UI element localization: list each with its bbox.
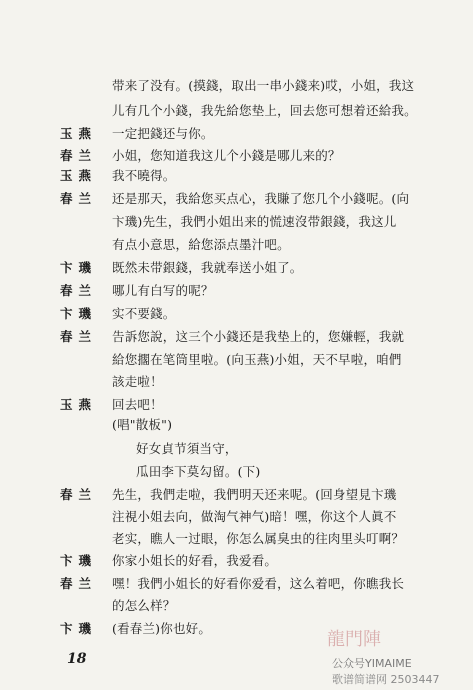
dialogue-line: 我不曉得。 [112,168,176,183]
dialogue-line: 該走啦！ [112,374,163,389]
speaker-name: 玉燕 [60,168,98,183]
page-number: 18 [67,651,87,667]
speaker-name: 卞璣 [60,621,98,636]
speaker-name: 卞璣 [60,306,98,321]
dialogue-line: 好女貞节須当守， [136,441,238,456]
speaker-name: 春兰 [60,576,98,591]
dialogue-line: 还是那天，我給您买点心，我賺了您几个小錢呢。(向 [112,191,410,206]
speaker-name: 春兰 [60,487,98,502]
speaker-name: 玉燕 [60,397,98,412]
watermark-logo: 龍門陣 [327,629,381,650]
speaker-name: 春兰 [60,329,98,344]
dialogue-line: 卞璣)先生，我們小姐出来的慌速沒带銀錢，我这儿 [112,214,397,229]
dialogue-line: 嘿！我們小姐长的好看你爱看，这么着吧，你瞧我长 [112,576,405,591]
speaker-name: 卞璣 [60,553,98,568]
dialogue-line: 給您擱在笔筒里啦。(向玉燕)小姐，天不早啦，咱們 [112,352,402,367]
dialogue-line: (看春兰)你也好。 [112,621,212,636]
dialogue-line: 你家小姐长的好看，我爱看。 [112,553,278,568]
watermark-line-2: 歌谱简谱网 2503447 [332,673,440,686]
dialogue-line: 既然未带銀錢，我就奉送小姐了。 [112,260,303,275]
dialogue-line: 一定把錢还与你。 [112,126,214,141]
dialogue-line: 的怎么样？ [112,598,176,613]
watermark-line-1: 公众号YIMAIME [332,657,412,670]
dialogue-line: 瓜田李下莫勾留。(下) [136,464,261,479]
speaker-name: 玉燕 [60,126,98,141]
dialogue-line: 小姐，您知道我这儿个小錢是哪儿来的？ [112,148,341,163]
dialogue-line: 注視小姐去向，做淘气神气)暗！嘿，你这个人眞不 [112,509,397,524]
dialogue-line: 回去吧！ [112,397,163,412]
dialogue-line: 儿有几个小錢，我先給您垫上，回去您可想着还給我。 [112,103,417,118]
dialogue-line: 带来了没有。(摸錢，取出一串小錢来)哎，小姐，我这 [112,78,415,93]
speaker-name: 春兰 [60,191,98,206]
dialogue-line: 有点小意思，給您添点墨汁吧。 [112,237,290,252]
dialogue-line: 告訴您說，这三个小錢还是我垫上的，您嫌輕，我就 [112,329,405,344]
dialogue-line: 实不要錢。 [112,306,176,321]
speaker-name: 卞璣 [60,260,98,275]
speaker-name: 春兰 [60,148,98,163]
dialogue-line: (唱"散板") [112,417,173,432]
dialogue-line: 先生，我們走啦，我們明天还来呢。(回身望見卞璣 [112,487,397,502]
dialogue-line: 老实，瞧人一过眼，你怎么属臭虫的往肉里头叮啊？ [112,531,405,546]
speaker-name: 春兰 [60,283,98,298]
dialogue-line: 哪儿有白写的呢？ [112,283,214,298]
